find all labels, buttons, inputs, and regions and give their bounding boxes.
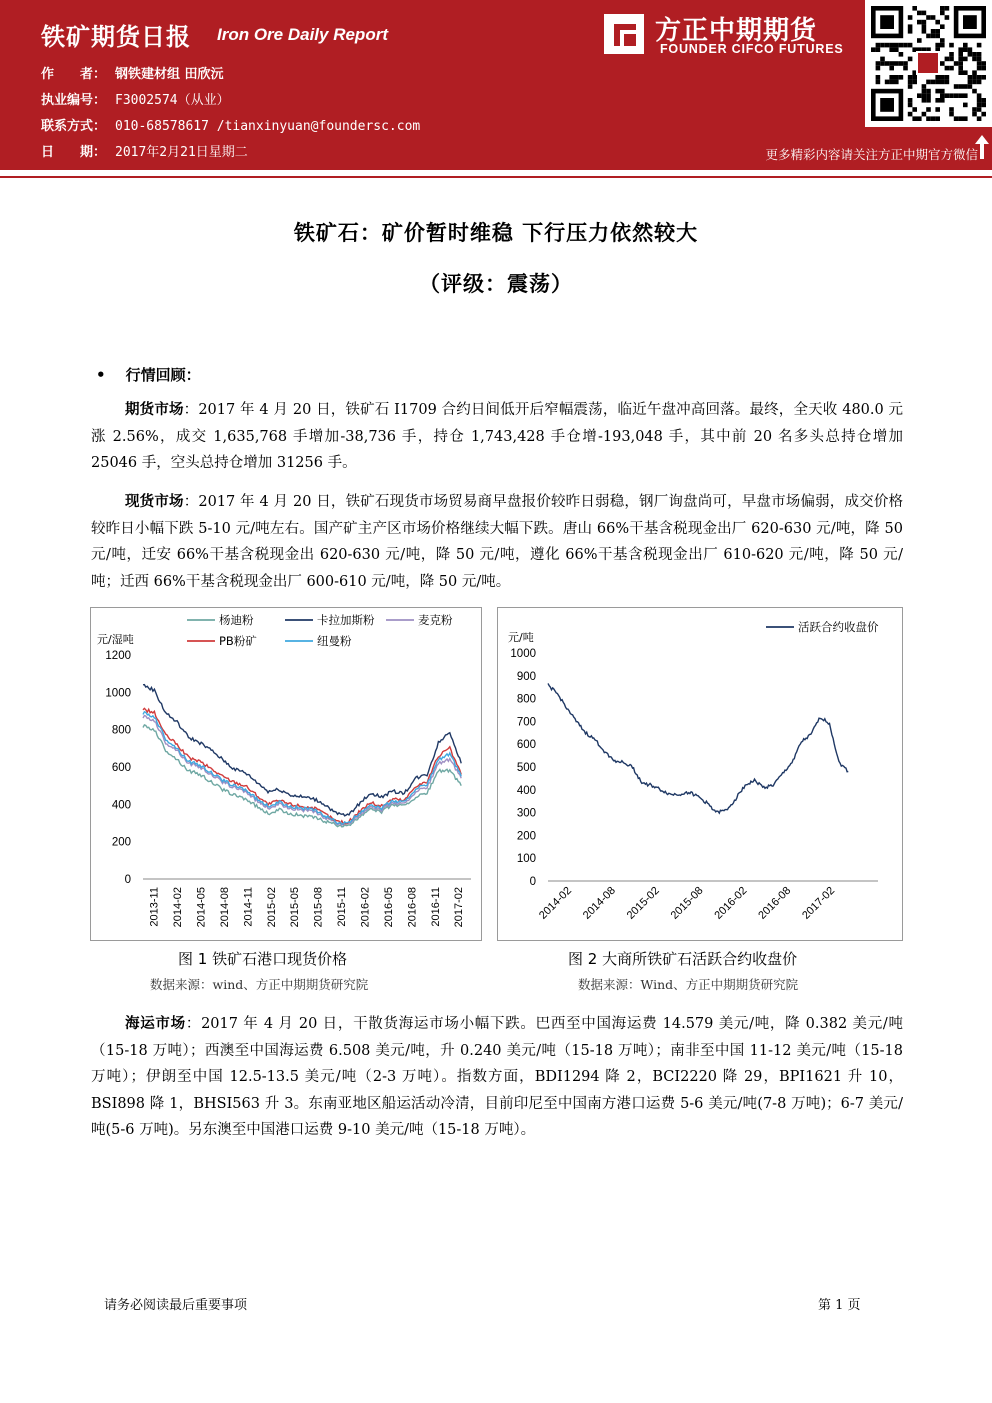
- y-axis-label: 元/湿吨: [97, 633, 134, 646]
- qr-module: [876, 61, 881, 66]
- license-label: 执业编号：: [41, 93, 107, 108]
- qr-module: [903, 43, 908, 48]
- qr-module: [922, 20, 927, 25]
- qr-center-logo: [917, 52, 939, 74]
- qr-module: [949, 112, 954, 117]
- futures-label: 期货市场: [125, 402, 184, 418]
- futures-paragraph: [91, 397, 903, 477]
- qr-module: [889, 80, 894, 85]
- x-tick-label: 2014-02: [537, 884, 575, 922]
- qr-module: [940, 89, 945, 94]
- qr-module: [926, 107, 931, 112]
- y-tick-label: 0: [529, 876, 536, 888]
- qr-module: [912, 116, 917, 121]
- license-value: F3002574（从业）: [115, 93, 230, 108]
- x-tick-label: 2016-05: [382, 887, 395, 928]
- qr-module: [922, 29, 927, 34]
- qr-module: [972, 107, 977, 112]
- qr-module: [972, 70, 977, 75]
- qr-module: [935, 80, 940, 85]
- qr-module: [968, 84, 973, 89]
- legend-label: PB粉矿: [219, 634, 257, 648]
- qr-module: [922, 24, 927, 29]
- figure1-source: 数据来源：wind、方正中期期货研究院: [150, 977, 369, 992]
- qr-module: [958, 47, 963, 52]
- qr-module: [876, 75, 881, 80]
- qr-module: [968, 80, 973, 85]
- qr-module: [917, 20, 922, 25]
- qr-module: [935, 116, 940, 121]
- contact-row: [41, 115, 420, 134]
- page-title: 铁矿石：矿价暂时维稳 下行压力依然较大: [293, 221, 699, 245]
- qr-module: [963, 84, 968, 89]
- qr-module: [954, 61, 959, 66]
- qr-module: [972, 52, 977, 57]
- qr-module: [931, 34, 936, 39]
- logo-cn-text: 方正中期期货: [655, 16, 818, 46]
- legend-label: 杨迪粉: [219, 613, 254, 627]
- qr-module: [940, 61, 945, 66]
- qr-module: [885, 61, 890, 66]
- qr-finder-core: [880, 98, 894, 112]
- qr-module: [977, 103, 982, 108]
- qr-module: [894, 75, 899, 80]
- qr-module: [889, 75, 894, 80]
- qr-module: [876, 66, 881, 71]
- author-row: [41, 63, 224, 82]
- y-tick-label: 1000: [510, 648, 536, 660]
- qr-module: [935, 107, 940, 112]
- qr-module: [958, 116, 963, 121]
- series-line: [548, 683, 848, 813]
- qr-module: [977, 66, 982, 71]
- qr-module: [977, 57, 982, 62]
- date-label: 日 期：: [41, 145, 107, 160]
- y-tick-label: 400: [111, 799, 131, 812]
- qr-module: [894, 61, 899, 66]
- qr-module: [963, 116, 968, 121]
- qr-module: [958, 70, 963, 75]
- qr-module: [963, 43, 968, 48]
- qr-module: [972, 89, 977, 94]
- chart-dce-active-close: [498, 608, 902, 940]
- x-tick-label: 2015-11: [336, 887, 349, 927]
- qr-module: [958, 52, 963, 57]
- x-tick-label: 2016-02: [712, 884, 750, 922]
- y-tick-label: 200: [111, 836, 131, 849]
- x-tick-label: 2014-05: [195, 887, 208, 928]
- x-tick-label: 2016-08: [756, 884, 794, 922]
- qr-module: [931, 29, 936, 34]
- qr-module: [940, 11, 945, 16]
- y-tick-label: 200: [516, 830, 536, 843]
- qr-module: [899, 61, 904, 66]
- qr-module: [899, 75, 904, 80]
- qr-module: [949, 43, 954, 48]
- y-tick-label: 500: [516, 762, 536, 774]
- qr-module: [958, 84, 963, 89]
- qr-module: [908, 29, 913, 34]
- chart-port-spot-price: [91, 608, 481, 940]
- qr-module: [935, 89, 940, 94]
- founder-logo-icon: [604, 14, 644, 54]
- qr-module: [917, 116, 922, 121]
- qr-module: [981, 75, 986, 80]
- x-tick-label: 2015-08: [312, 887, 325, 928]
- license-row: [41, 89, 230, 108]
- qr-module: [908, 84, 913, 89]
- spot-label: 现货市场: [125, 494, 184, 510]
- contact-value[interactable]: 010-68578617 /tianxinyuan@foundersc.com: [115, 119, 421, 134]
- header-rule: [0, 176, 992, 178]
- qr-module: [963, 57, 968, 62]
- qr-module: [981, 98, 986, 103]
- y-tick-label: 0: [124, 874, 131, 886]
- qr-module: [972, 112, 977, 117]
- spot-paragraph: [91, 489, 903, 595]
- qr-module: [931, 80, 936, 85]
- figure2-source: 数据来源：Wind、方正中期期货研究院: [578, 977, 799, 992]
- y-axis-label: 元/吨: [508, 631, 534, 644]
- qr-module: [908, 43, 913, 48]
- y-tick-label: 1000: [105, 687, 131, 700]
- logo-en-text: FOUNDER CIFCO FUTURES: [660, 42, 844, 56]
- qr-module: [922, 84, 927, 89]
- qr-module: [940, 24, 945, 29]
- qr-module: [977, 43, 982, 48]
- qr-module: [968, 52, 973, 57]
- qr-module: [931, 116, 936, 121]
- qr-module: [972, 80, 977, 85]
- qr-module: [922, 89, 927, 94]
- y-tick-label: 1200: [105, 650, 131, 662]
- qr-module: [949, 52, 954, 57]
- qr-module: [908, 103, 913, 108]
- qr-module: [963, 47, 968, 52]
- qr-module: [954, 93, 959, 98]
- author-label: 作 者：: [41, 67, 107, 82]
- qr-module: [977, 61, 982, 66]
- qr-module: [949, 57, 954, 62]
- qr-module: [917, 93, 922, 98]
- figure1-caption: 图 1 铁矿石港口现货价格: [178, 950, 348, 968]
- qr-module: [876, 47, 881, 52]
- qr-module: [977, 75, 982, 80]
- series-line: [143, 685, 461, 816]
- qr-module: [894, 43, 899, 48]
- qr-module: [871, 47, 876, 52]
- section-heading-text: 行情回顾：: [125, 366, 201, 384]
- qr-module: [917, 38, 922, 43]
- chart-dce-close-frame: [497, 607, 903, 941]
- qr-module: [958, 57, 963, 62]
- qr-module: [935, 34, 940, 39]
- qr-module: [935, 20, 940, 25]
- follow-wechat-text: 更多精彩内容请关注方正中期官方微信: [765, 147, 978, 162]
- author-value: 钢铁建材组 田欣沅: [115, 67, 224, 82]
- qr-module: [958, 93, 963, 98]
- x-tick-label: 2015-08: [668, 884, 706, 922]
- futures-text: ：2017 年 4 月 20 日，铁矿石 I1709 合约日间低开后窄幅震荡，临近午盘冲高回落。最终，全天收 480.0 元涨 2.56%，成交 1,635,768 手增加-38,736 手，持仓 1,743,428 手仓增-193,048 手，其中前 20 名多头总持仓增加 25046 手，空头总持仓增加 31256 手。: [91, 402, 903, 471]
- y-tick-label: 300: [516, 807, 536, 820]
- y-tick-label: 100: [516, 853, 536, 866]
- qr-module: [899, 52, 904, 57]
- series-line: [143, 708, 461, 824]
- qr-module: [981, 66, 986, 71]
- qr-module: [885, 80, 890, 85]
- qr-module: [940, 43, 945, 48]
- qr-module: [949, 66, 954, 71]
- qr-module: [940, 38, 945, 43]
- x-tick-label: 2015-05: [289, 887, 302, 928]
- y-tick-label: 400: [516, 784, 536, 797]
- contact-label: 联系方式：: [41, 119, 107, 134]
- x-tick-label: 2017-02: [800, 884, 838, 922]
- qr-module: [949, 107, 954, 112]
- qr-module: [876, 43, 881, 48]
- y-tick-label: 800: [516, 693, 536, 706]
- y-tick-label: 800: [111, 724, 131, 737]
- shipping-text: ：2017 年 4 月 20 日，干散货海运市场小幅下跌。巴西至中国海运费 14.579 美元/吨，降 0.382 美元/吨（15-18 万吨）；西澳至中国海运费 6.508 美元/吨，升 0.240 美元/吨（15-18 万吨）；南非至中国 11-12 美元/吨（15-18 万吨）；伊朗至中国 12.5-13.5 美元/吨（2-3 万吨）。指数方面，BDI1294 降 2，BCI2220 降 29，BPI1621 升 10，BSI898 降 1，BHSI563 升 3。东南亚地区船运活动冷清，目前印尼至中国南方港口运费 5-6 美元/吨(7-8 万吨)；6-7 美元/吨(5-6 万吨)。另东澳至中国港口运费 9-10 美元/吨（15-18 万吨）。: [91, 1016, 904, 1138]
- qr-finder-core: [963, 15, 977, 29]
- shipping-label: 海运市场: [125, 1016, 186, 1032]
- qr-module: [880, 61, 885, 66]
- figure2-caption: 图 2 大商所铁矿石活跃合约收盘价: [568, 950, 798, 968]
- qr-module: [894, 80, 899, 85]
- qr-module: [908, 75, 913, 80]
- qr-module: [945, 80, 950, 85]
- qr-module: [889, 66, 894, 71]
- legend-label: 卡拉加斯粉: [317, 613, 375, 627]
- qr-module: [889, 47, 894, 52]
- qr-module: [954, 84, 959, 89]
- qr-module: [926, 80, 931, 85]
- qr-module: [894, 47, 899, 52]
- qr-module: [908, 15, 913, 20]
- qr-code-icon[interactable]: [865, 0, 992, 127]
- qr-module: [889, 43, 894, 48]
- spot-text: ：2017 年 4 月 20 日，铁矿石现货市场贸易商早盘报价较昨日弱稳，钢厂询盘尚可，早盘市场偏弱，成交价格较昨日小幅下跌 5-10 元/吨左右。国产矿主产区市场价格继续大幅下跌。唐山 66%干基含税现金出厂 620-630 元/吨，降 50 元/吨，迁安 66%干基含税现金出 620-630 元/吨，降 50 元/吨，遵化 66%干基含税现金出厂 610-620 元/吨，降 50 元/吨；迁西 66%干基含税现金出厂 600-610 元/吨，降 50 元/吨。: [91, 494, 904, 590]
- x-tick-label: 2014-08: [218, 887, 231, 928]
- report-title-en: Iron Ore Daily Report: [217, 25, 388, 44]
- qr-module: [954, 116, 959, 121]
- qr-module: [931, 15, 936, 20]
- x-tick-label: 2014-08: [580, 884, 618, 922]
- x-tick-label: 2014-11: [242, 887, 255, 927]
- date-value: 2017年2月21日星期二: [115, 145, 248, 160]
- x-tick-label: 2015-02: [265, 887, 278, 928]
- qr-module: [903, 61, 908, 66]
- qr-module: [899, 43, 904, 48]
- qr-module: [945, 75, 950, 80]
- qr-module: [977, 52, 982, 57]
- qr-module: [977, 98, 982, 103]
- y-tick-label: 700: [516, 716, 536, 729]
- qr-module: [926, 15, 931, 20]
- qr-module: [981, 103, 986, 108]
- qr-module: [903, 66, 908, 71]
- qr-module: [908, 112, 913, 117]
- qr-module: [917, 11, 922, 16]
- y-tick-label: 600: [516, 739, 536, 752]
- qr-module: [977, 80, 982, 85]
- qr-module: [935, 75, 940, 80]
- qr-module: [908, 98, 913, 103]
- qr-module: [972, 57, 977, 62]
- qr-module: [958, 61, 963, 66]
- x-tick-label: 2017-02: [453, 887, 466, 928]
- y-tick-label: 900: [516, 670, 536, 683]
- qr-module: [940, 80, 945, 85]
- qr-module: [945, 6, 950, 11]
- qr-module: [963, 70, 968, 75]
- qr-module: [912, 75, 917, 80]
- x-tick-label: 2016-08: [406, 887, 419, 928]
- qr-module: [908, 24, 913, 29]
- qr-module: [922, 98, 927, 103]
- qr-module: [926, 34, 931, 39]
- arrow-up-icon: [975, 135, 989, 159]
- page-number: 第 1 页: [818, 1298, 861, 1313]
- qr-finder-core: [880, 15, 894, 29]
- qr-module: [926, 89, 931, 94]
- qr-module: [940, 98, 945, 103]
- qr-module: [922, 93, 927, 98]
- qr-module: [908, 57, 913, 62]
- qr-module: [922, 112, 927, 117]
- qr-module: [922, 11, 927, 16]
- qr-module: [972, 75, 977, 80]
- qr-module: [889, 61, 894, 66]
- qr-module: [963, 103, 968, 108]
- qr-module: [880, 57, 885, 62]
- qr-module: [981, 112, 986, 117]
- section-heading: [96, 364, 201, 385]
- qr-module: [977, 116, 982, 121]
- qr-module: [912, 80, 917, 85]
- date-row: [41, 141, 248, 160]
- qr-module: [977, 107, 982, 112]
- qr-module: [885, 43, 890, 48]
- qr-module: [949, 93, 954, 98]
- qr-module: [981, 61, 986, 66]
- qr-module: [945, 57, 950, 62]
- qr-module: [945, 15, 950, 20]
- x-tick-label: 2013-11: [148, 887, 161, 927]
- qr-module: [945, 93, 950, 98]
- legend-label: 麦克粉: [418, 613, 453, 627]
- qr-module: [935, 43, 940, 48]
- qr-module: [935, 29, 940, 34]
- qr-module: [912, 6, 917, 11]
- x-tick-label: 2014-02: [172, 887, 185, 928]
- x-tick-label: 2015-02: [624, 884, 662, 922]
- x-tick-label: 2016-02: [359, 887, 372, 928]
- qr-module: [963, 93, 968, 98]
- qr-module: [926, 116, 931, 121]
- rating-title: （评级：震荡）: [419, 272, 573, 296]
- report-header: [0, 0, 992, 170]
- qr-module: [908, 80, 913, 85]
- qr-module: [968, 75, 973, 80]
- qr-module: [940, 93, 945, 98]
- chart-port-spot-frame: [90, 607, 482, 941]
- legend-label: 活跃合约收盘价: [798, 620, 879, 634]
- x-tick-label: 2016-11: [429, 887, 442, 927]
- legend-label: 纽曼粉: [317, 634, 352, 648]
- qr-module: [945, 66, 950, 71]
- qr-module: [935, 98, 940, 103]
- qr-module: [912, 107, 917, 112]
- shipping-paragraph: [91, 1011, 903, 1144]
- qr-module: [940, 6, 945, 11]
- footer-notice: 请务必阅读最后重要事项: [104, 1298, 248, 1313]
- qr-module: [968, 47, 973, 52]
- y-tick-label: 600: [111, 762, 131, 774]
- qr-module: [926, 98, 931, 103]
- qr-module: [958, 66, 963, 71]
- qr-module: [940, 75, 945, 80]
- qr-module: [876, 80, 881, 85]
- qr-module: [977, 93, 982, 98]
- bullet: •: [96, 366, 106, 384]
- qr-module: [926, 93, 931, 98]
- report-title-cn: 铁矿期货日报: [41, 23, 191, 51]
- qr-module: [880, 43, 885, 48]
